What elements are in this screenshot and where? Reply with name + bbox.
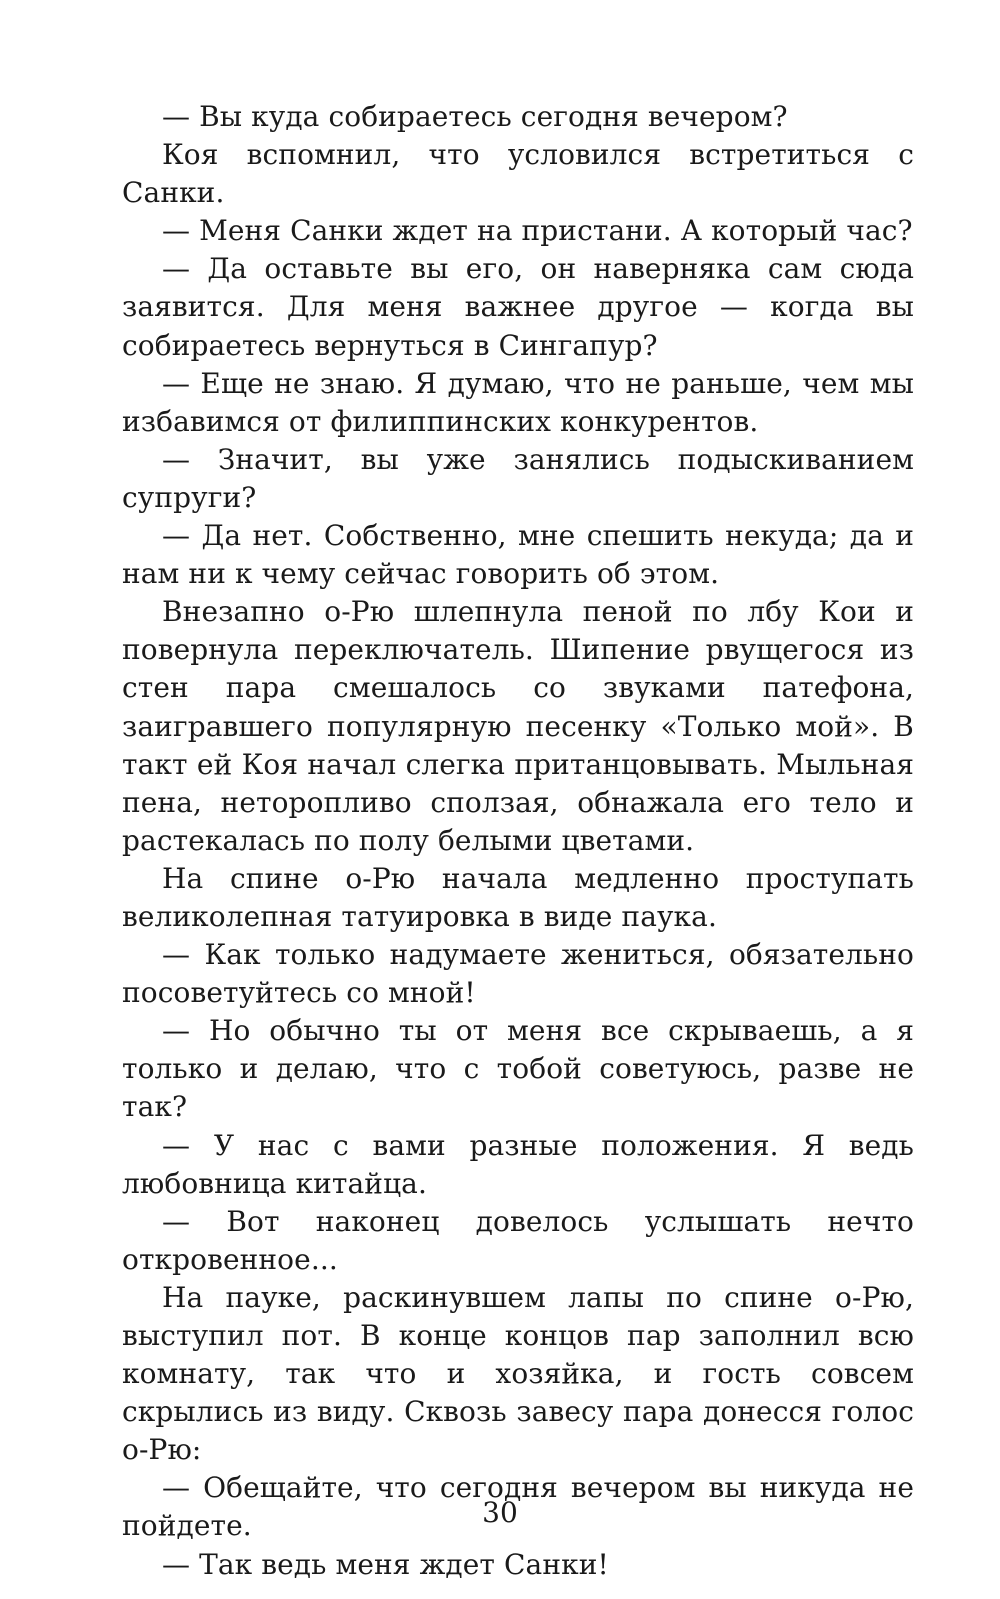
paragraph: — Еще не знаю. Я думаю, что не раньше, чем мы избавимся от филиппинских конкурентов. <box>122 366 914 438</box>
paragraph: — Вот наконец довелось услышать нечто откровенное... <box>122 1204 914 1276</box>
paragraph: — Значит, вы уже занялись подыскиванием супруги? <box>122 442 914 514</box>
paragraph: — Так ведь меня ждет Санки! <box>162 1547 609 1581</box>
paragraph: — Да оставьте вы его, он наверняка сам сюда заявится. Для меня важнее другое — когда вы собираетесь вернуться в Сингапур? <box>122 252 914 362</box>
page-number: 30 <box>482 1496 518 1529</box>
paragraph: На пауке, раскинувшем лапы по спине о-Рю, выступил пот. В конце концов пар заполнил всю комнату, так что и хозяйка, и гость совсем скрылись из виду. Сквозь завесу пара донесся голос о-Рю: <box>122 1280 914 1467</box>
paragraph: — Вы куда собираетесь сегодня вечером? <box>162 100 788 133</box>
paragraph: Коя вспомнил, что условился встретиться с Санки. <box>122 138 914 210</box>
paragraph: — Как только надумаете жениться, обязательно посоветуйтесь со мной! <box>122 938 914 1010</box>
paragraph: — Да нет. Собственно, мне спешить некуда; да и нам ни к чему сейчас говорить об этом. <box>122 519 914 591</box>
paragraph: — У нас с вами разные положения. Я ведь любовница китайца. <box>122 1128 914 1200</box>
paragraph: Внезапно о-Рю шлепнула пеной по лбу Кои и повернула переключатель. Шипение рвущегося из стен пара смешалось со звуками патефона, заигравшего популярную песенку «Только мой». В такт ей Коя начал слегка пританцовывать. Мыльная пена, неторопливо сползая, обнажала его тело и растекалась по полу белыми цветами. <box>122 595 914 857</box>
paragraph: На спине о-Рю начала медленно проступать великолепная татуировка в виде паука. <box>122 861 914 933</box>
paragraph: — Но обычно ты от меня все скрываешь, а я только и делаю, что с тобой советуюсь, разве не так? <box>122 1014 914 1124</box>
body-text <box>122 98 914 1584</box>
paragraph: — Меня Санки ждет на пристани. А который час? <box>162 214 913 248</box>
paragraph: — Обещайте, что сегодня вечером вы никуда не пойдете. <box>122 1471 914 1543</box>
